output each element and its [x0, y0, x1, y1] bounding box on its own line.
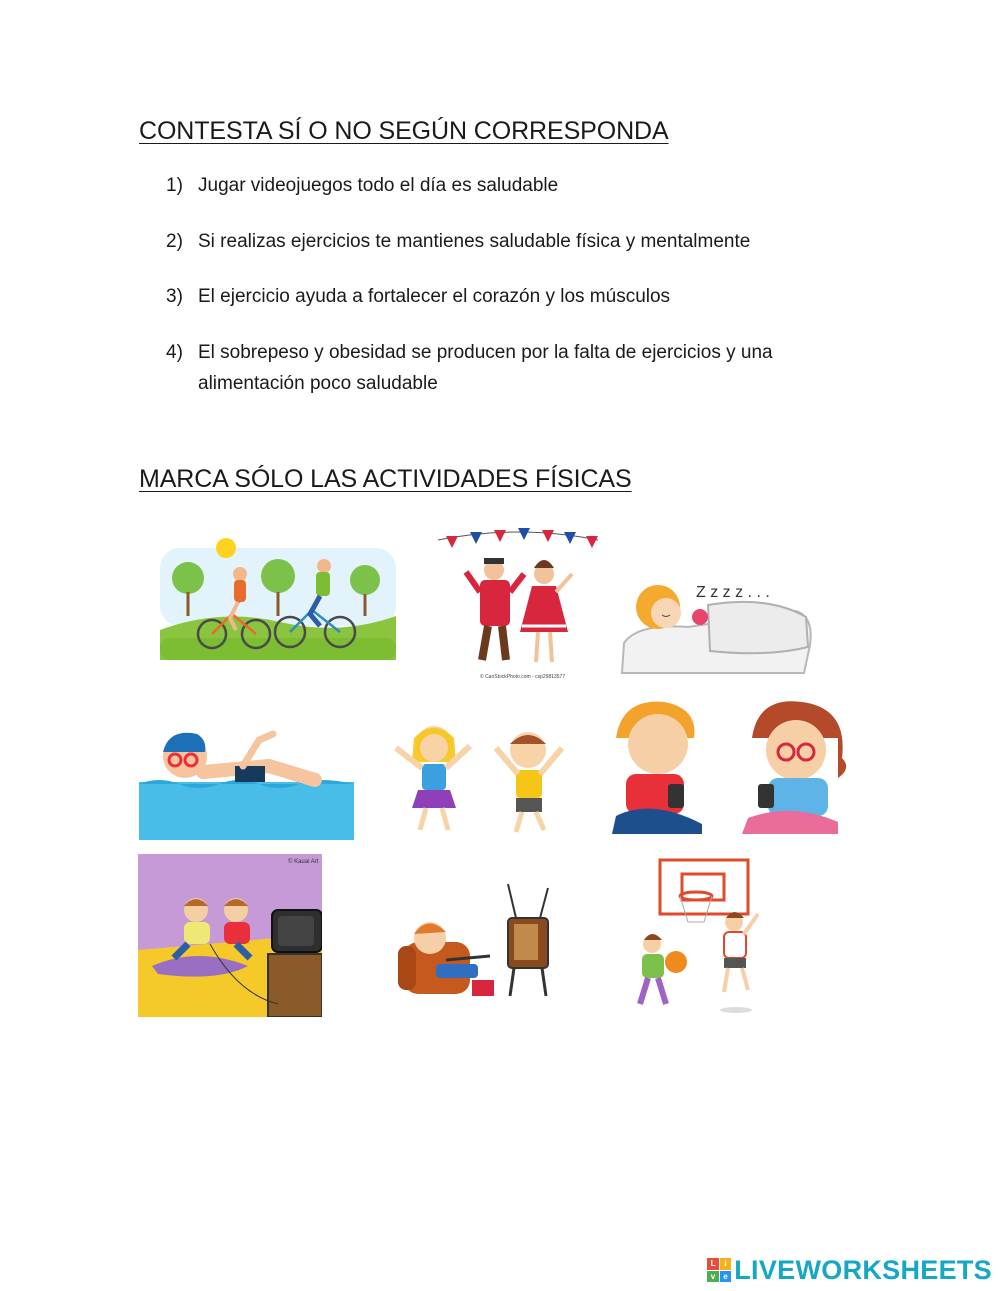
logo-tile: L — [707, 1258, 719, 1270]
question-item — [166, 226, 846, 257]
logo-tile: e — [720, 1271, 732, 1283]
video-game-icon — [138, 854, 322, 1017]
image-cycling[interactable] — [160, 530, 396, 660]
image-basketball[interactable] — [630, 856, 764, 1017]
image-jumping-kids[interactable] — [382, 718, 580, 840]
question-text: El sobrepeso y obesidad se producen por la falta de ejercicios y una alimentación poco saludable — [198, 342, 773, 394]
question-item — [166, 281, 846, 312]
jumping-kids-icon — [382, 718, 580, 840]
bicycle-ride-icon — [160, 530, 396, 660]
logo-text: LIVEWORKSHEETS — [734, 1254, 992, 1285]
question-list — [166, 170, 846, 399]
question-item — [166, 170, 846, 201]
question-number: 3) — [166, 286, 183, 307]
image-cueca-dance[interactable] — [436, 522, 600, 682]
image-sleeping[interactable] — [618, 565, 814, 679]
logo-tile: i — [720, 1258, 732, 1270]
question-number: 4) — [166, 342, 183, 363]
question-number: 1) — [166, 175, 183, 196]
question-text: Si realizas ejercicios te mantienes saludable física y mentalmente — [198, 231, 751, 252]
logo-tile: v — [707, 1271, 719, 1283]
dance-icon — [436, 522, 600, 682]
image-kids-with-phones[interactable] — [602, 698, 858, 840]
question-text: Jugar videojuegos todo el día es saludable — [198, 175, 559, 196]
question-number: 2) — [166, 231, 183, 252]
image-caption: © Kauai Art — [288, 859, 319, 865]
sleeping-child-icon — [618, 565, 814, 679]
basketball-icon — [630, 856, 764, 1017]
sleep-zzz: Z z z z . . . — [696, 584, 770, 601]
tv-watching-icon — [396, 880, 556, 1002]
image-caption: © CanStockPhoto.com - csp29813577 — [480, 674, 566, 680]
liveworksheets-logo — [707, 1252, 992, 1288]
question-item — [166, 337, 846, 399]
phone-kids-icon — [602, 698, 858, 840]
section-title-yes-no: CONTESTA SÍ O NO SEGÚN CORRESPONDA — [139, 117, 669, 145]
image-watching-tv[interactable] — [396, 880, 556, 1002]
logo-tiles-icon — [707, 1258, 731, 1282]
question-text: El ejercicio ayuda a fortalecer el corazón y los músculos — [198, 286, 671, 307]
image-swimming[interactable] — [139, 722, 354, 840]
image-video-games[interactable] — [138, 854, 322, 1017]
section-title-physical-activities: MARCA SÓLO LAS ACTIVIDADES FÍSICAS — [139, 465, 632, 493]
swimmer-icon — [139, 722, 354, 840]
